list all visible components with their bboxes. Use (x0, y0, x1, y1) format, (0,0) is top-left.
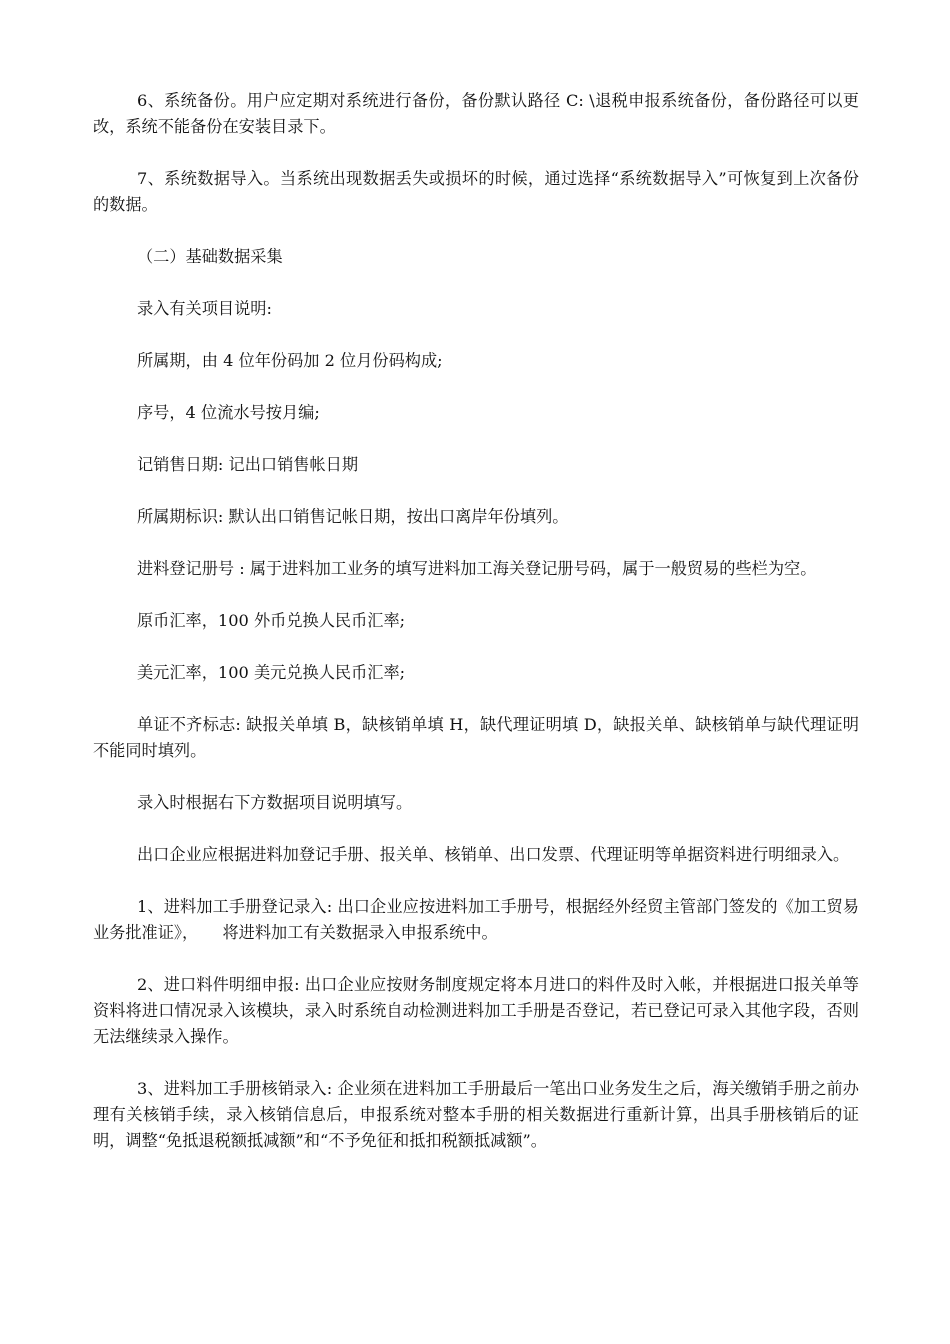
paragraph-period-flag: 所属期标识: 默认出口销售记帐日期，按出口离岸年份填列。 (137, 507, 569, 526)
paragraph-handbook-registration: 1、进料加工手册登记录入: 出口企业应按进料加工手册号，根据经外经贸主管部门签发的《加工贸易业务批准证》， 将进料加工有关数据录入申报系统中。 (93, 897, 859, 942)
paragraph-document-flag: 单证不齐标志: 缺报关单填 B，缺核销单填 H，缺代理证明填 D，缺报关单、缺核销单与缺代理证明不能同时填列。 (93, 715, 859, 760)
paragraph-system-backup: 6、系统备份。用户应定期对系统进行备份，备份默认路径 C: \退税申报系统备份，备份路径可以更改，系统不能备份在安装目录下。 (93, 91, 859, 136)
paragraph-gap (93, 816, 859, 842)
paragraph-detail-entry: 出口企业应根据进料加登记手册、报关单、核销单、出口发票、代理证明等单据资料进行明细录入。 (137, 845, 850, 864)
paragraph-gap (93, 1050, 859, 1076)
paragraph-sales-date: 记销售日期: 记出口销售帐日期 (137, 455, 359, 474)
paragraph-gap (93, 426, 859, 452)
paragraph-period: 所属期，由 4 位年份码加 2 位月份码构成; (137, 351, 443, 370)
paragraph-original-rate: 原币汇率，100 外币兑换人民币汇率; (137, 611, 406, 630)
paragraph-entry-notes: 录入有关项目说明: (137, 299, 272, 318)
paragraph-gap (93, 582, 859, 608)
document-page (93, 88, 859, 1154)
paragraph-entry-guide: 录入时根据右下方数据项目说明填写。 (137, 793, 413, 812)
paragraph-gap (93, 374, 859, 400)
paragraph-import-detail: 2、进口料件明细申报: 出口企业应按财务制度规定将本月进口的料件及时入帐，并根据进口报关单等资料将进口情况录入该模块，录入时系统自动检测进料加工手册是否登记，若已登记可录入其他字段，否则无法继续录入操作。 (93, 975, 859, 1046)
paragraph-serial: 序号，4 位流水号按月编; (137, 403, 320, 422)
paragraph-data-import: 7、系统数据导入。当系统出现数据丢失或损坏的时候，通过选择“系统数据导入”可恢复到上次备份的数据。 (93, 169, 859, 214)
paragraph-registration-number: 进料登记册号 : 属于进料加工业务的填写进料加工海关登记册号码，属于一般贸易的些栏为空。 (137, 559, 817, 578)
paragraph-gap (93, 868, 859, 894)
paragraph-gap (93, 946, 859, 972)
paragraph-gap (93, 140, 859, 166)
paragraph-gap (93, 218, 859, 244)
paragraph-handbook-verification: 3、进料加工手册核销录入: 企业须在进料加工手册最后一笔出口业务发生之后，海关缴销手册之前办理有关核销手续，录入核销信息后，申报系统对整本手册的相关数据进行重新计算，出具手册核销后的证明，调整“免抵退税额抵减额”和“不予免征和抵扣税额抵减额”。 (93, 1079, 859, 1150)
paragraph-gap (93, 634, 859, 660)
paragraph-gap (93, 270, 859, 296)
section-heading-basic-data: （二）基础数据采集 (137, 247, 283, 266)
paragraph-usd-rate: 美元汇率，100 美元兑换人民币汇率; (137, 663, 406, 682)
paragraph-gap (93, 530, 859, 556)
paragraph-gap (93, 686, 859, 712)
paragraph-gap (93, 322, 859, 348)
paragraph-gap (93, 764, 859, 790)
paragraph-gap (93, 478, 859, 504)
